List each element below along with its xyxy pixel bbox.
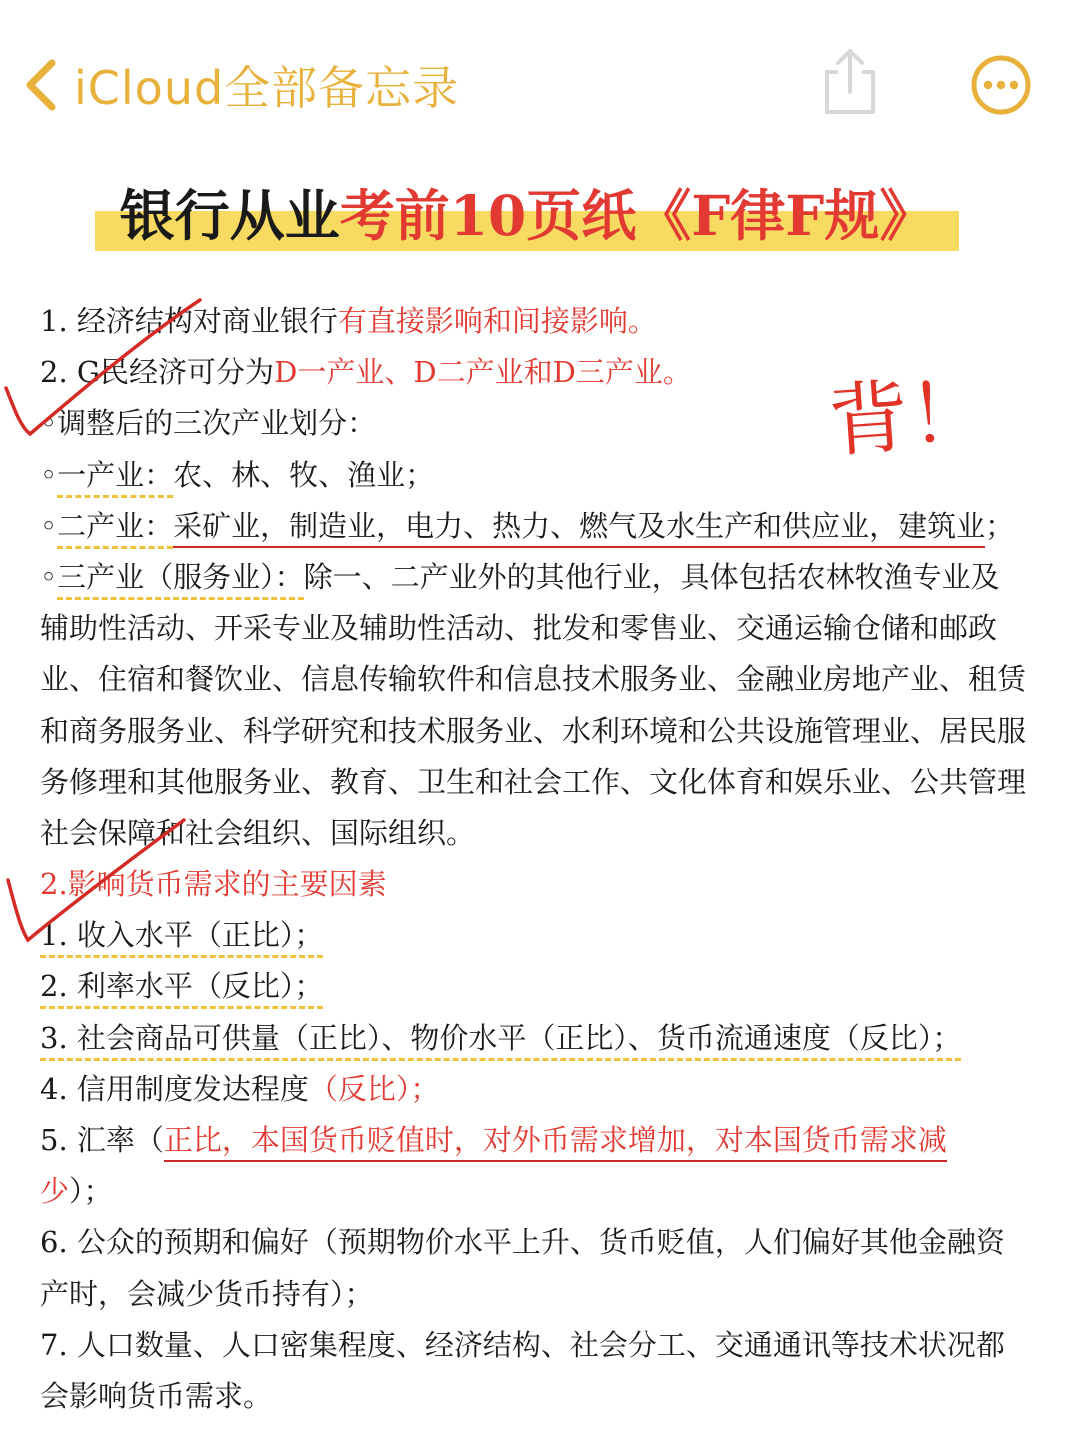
note-title — [95, 178, 959, 254]
note-line: 务修理和其他服务业、教育、卫生和社会工作、文化体育和娱乐业、公共管理 — [40, 764, 1027, 799]
note-line: 1. 经济结构对商业银行有直接影响和间接影响。 — [40, 304, 657, 338]
share-button[interactable] — [818, 46, 882, 122]
handwritten-note: 背！ — [825, 364, 992, 469]
note-line: 业、住宿和餐饮业、信息传输软件和信息技术服务业、金融业房地产业、租赁 — [40, 662, 1027, 697]
note-line: 4. 信用制度发达程度（反比）； — [40, 1071, 440, 1106]
title-black-part: 银行从业 — [119, 183, 340, 248]
note-line: 6. 公众的预期和偏好（预期物价水平上升、货币贬值，人们偏好其他金融资 — [40, 1225, 1005, 1260]
share-icon — [818, 46, 882, 118]
note-line: ◦二产业：采矿业，制造业，电力、热力、燃气及水生产和供应业，建筑业； — [40, 501, 1070, 552]
note-line: 7. 人口数量、人口密集程度、经济结构、社会分工、交通通讯等技术状况都 — [40, 1327, 1005, 1362]
back-label: iCloud全部备忘录 — [74, 61, 460, 115]
note-line: 1. 收入水平（正比）； — [40, 910, 1070, 961]
note-line: ◦三产业（服务业）：除一、二产业外的其他行业，具体包括农林牧渔专业及 — [40, 552, 1070, 603]
note-line: 辅助性活动、开采专业及辅助性活动、批发和零售业、交通运输仓储和邮政 — [40, 611, 998, 646]
back-button[interactable] — [24, 54, 459, 116]
note-line: 和商务服务业、科学研究和技术服务业、水利环境和公共设施管理业、居民服 — [40, 713, 1027, 748]
navigation-bar — [0, 0, 1080, 170]
chevron-left-icon — [24, 59, 58, 111]
note-line: 产时，会减少货币持有）； — [40, 1276, 374, 1311]
note-line: ◦调整后的三次产业划分： — [40, 406, 377, 441]
note-line: 少）； — [40, 1174, 113, 1209]
note-line: 5. 汇率（正比，本国货币贬值时，对外币需求增加，对本国货币需求减 — [40, 1115, 1070, 1166]
note-line: ◦一产业：农、林、牧、渔业； — [40, 450, 1070, 501]
section-heading: 2.影响货币需求的主要因素 — [40, 867, 387, 902]
title-red-part: 考前10页纸《F律F规》 — [339, 183, 935, 248]
note-line: 会影响货币需求。 — [40, 1378, 273, 1413]
note-line: 社会保障和社会组织、国际组织。 — [40, 815, 476, 850]
note-line: 2. G民经济可分为D一产业、D二产业和D三产业。 — [40, 355, 692, 390]
more-button[interactable] — [970, 54, 1032, 120]
note-line: 3. 社会商品可供量（正比）、物价水平（正比）、货币流通速度（反比）； — [40, 1013, 1070, 1064]
note-line: 2. 利率水平（反比）； — [40, 961, 1070, 1012]
ellipsis-circle-icon — [970, 54, 1032, 116]
